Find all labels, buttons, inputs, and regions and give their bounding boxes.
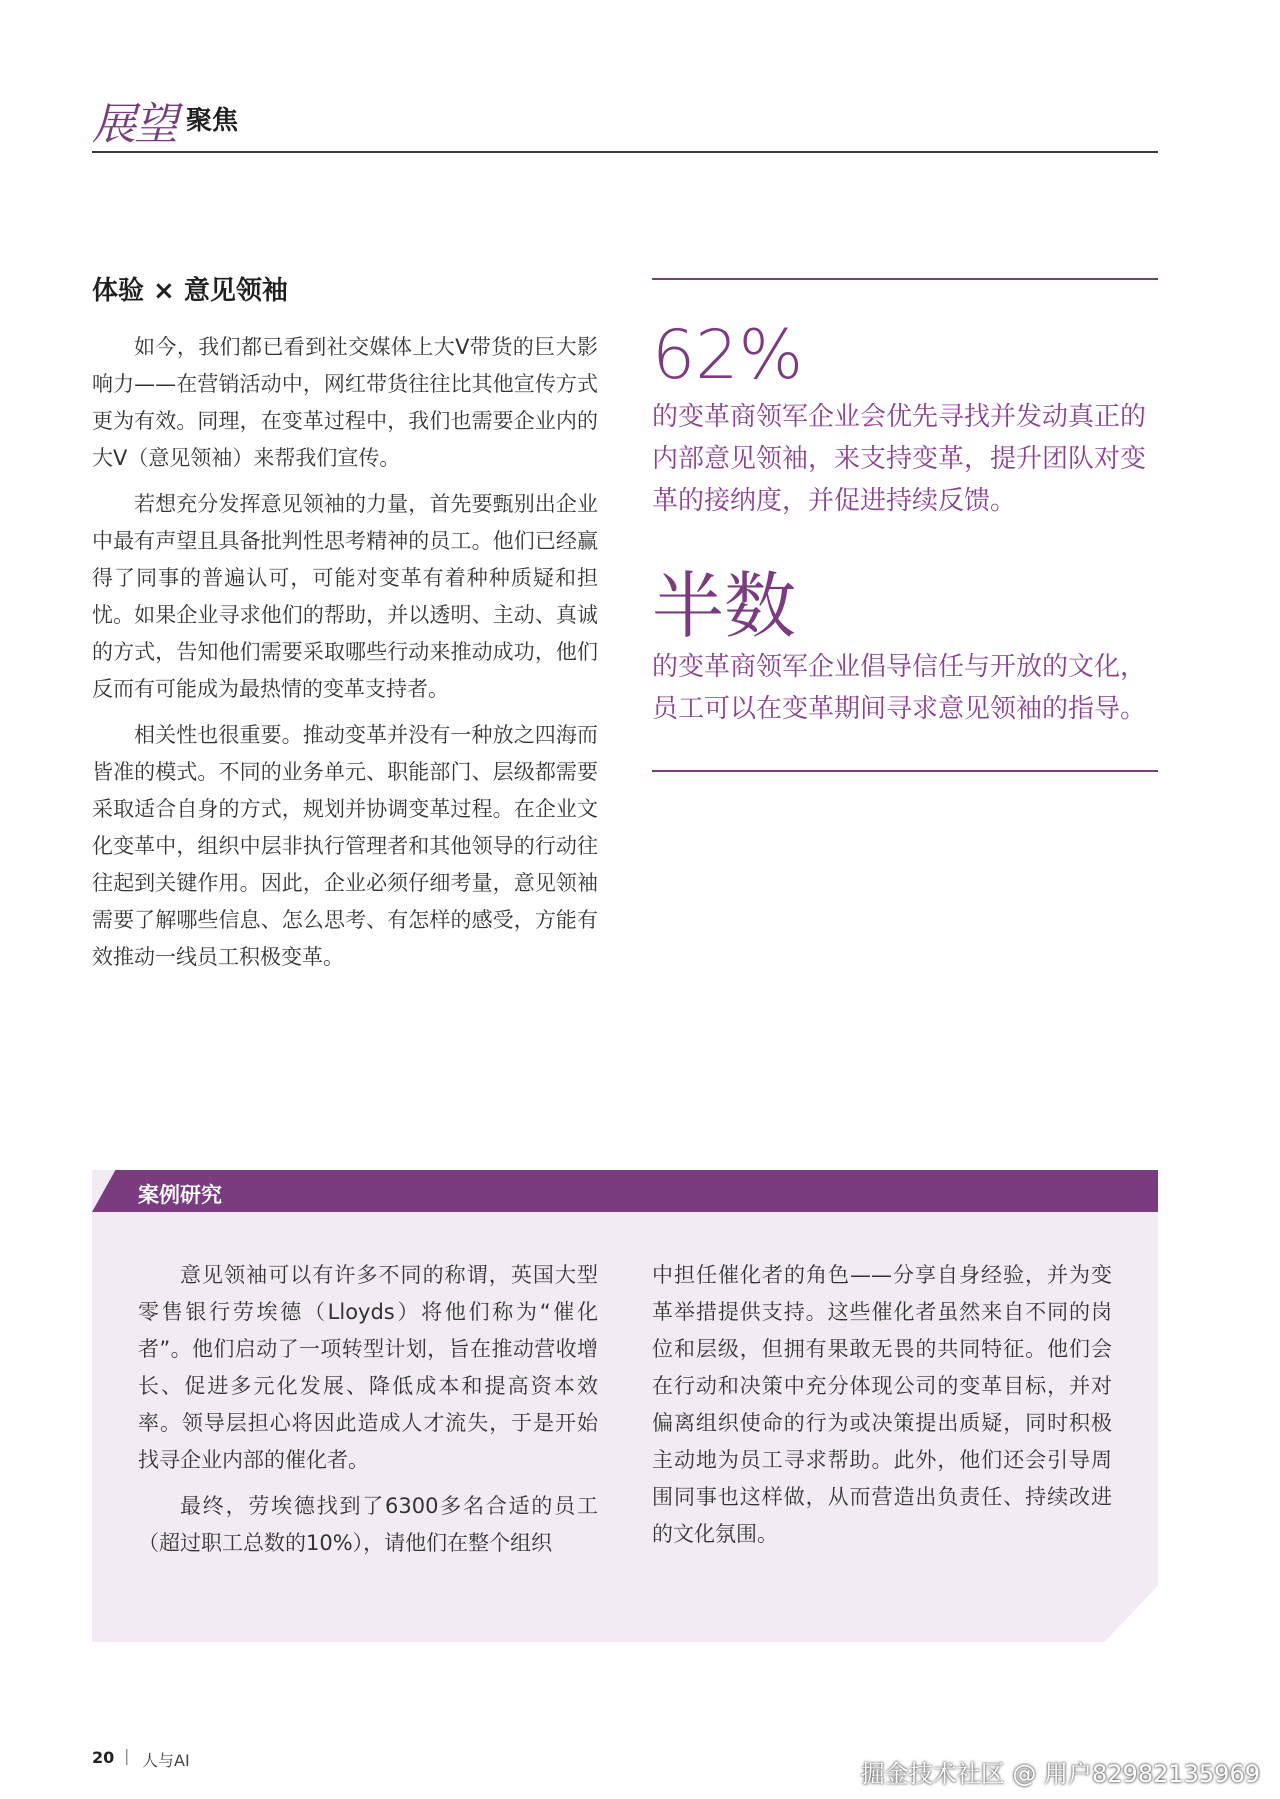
publication-name: 人与AI xyxy=(142,1751,190,1770)
stats-top-divider xyxy=(652,278,1158,280)
publication-logo: 展望 xyxy=(92,99,176,150)
stat-value-half: 半数 xyxy=(652,564,797,648)
article-paragraph: 若想充分发挥意见领袖的力量，首先要甄别出企业中最有声望且具备批判性思考精神的员工。他们已经赢得了同事的普遍认可，可能对变革有着种种质疑和担忧。如果企业寻求他们的帮助，并以透明、主动、真诚的方式，告知他们需要采取哪些行动来推动成功，他们反而有可能成为最热情的变革支持者。 xyxy=(92,492,598,701)
article-paragraph: 如今，我们都已看到社交媒体上大V带货的巨大影响力——在营销活动中，网红带货往往比其他宣传方式更为有效。同理，在变革过程中，我们也需要企业内的大V（意见领袖）来帮我们宣传。 xyxy=(92,335,598,470)
article-column xyxy=(92,270,598,985)
article-paragraph: 相关性也很重要。推动变革并没有一种放之四海而皆准的模式。不同的业务单元、职能部门、层级都需要采取适合自身的方式，规划并协调变革过程。在企业文化变革中，组织中层非执行管理者和其他领导的行动往往起到关键作用。因此，企业必须仔细考量，意见领袖需要了解哪些信息、怎么思考、有怎样的感受，方能有效推动一线员工积极变革。 xyxy=(92,723,598,969)
page-number: 20 xyxy=(92,1748,115,1767)
stat-description: 的变革商领军企业倡导信任与开放的文化，员工可以在变革期间寻求意见领袖的指导。 xyxy=(652,652,1147,724)
case-study-left-column xyxy=(138,1257,598,1571)
case-paragraph: 中担任催化者的角色——分享自身经验，并为变革举措提供支持。这些催化者虽然来自不同的岗位和层级，但拥有果敢无畏的共同特征。他们会在行动和决策中充分体现公司的变革目标，并对偏离组织使命的行为或决策提出质疑，同时积极主动地为员工寻求帮助。此外，他们还会引导周围同事也这样做，从而营造出负责任、持续改进的文化氛围。 xyxy=(652,1263,1112,1546)
stats-callout xyxy=(652,278,1158,772)
stats-bottom-divider xyxy=(652,770,1158,772)
stat-value-percent: 62% xyxy=(652,316,804,395)
case-study-label: 案例研究 xyxy=(138,1183,222,1207)
article-title: 体验 × 意见领袖 xyxy=(92,276,288,306)
watermark: 掘金技术社区 @ 用户82982135969 xyxy=(860,1760,1260,1788)
stat-description: 的变革商领军企业会优先寻找并发动真正的内部意见领袖，来支持变革，提升团队对变革的接纳度，并促进持续反馈。 xyxy=(652,402,1147,516)
case-paragraph: 意见领袖可以有许多不同的称谓，英国大型零售银行劳埃德（Lloyds）将他们称为“催化者”。他们启动了一项转型计划，旨在推动营收增长、促进多元化发展、降低成本和提高资本效率。领导层担心将因此造成人才流失，于是开始找寻企业内部的催化者。 xyxy=(138,1263,598,1472)
case-study-header-bar xyxy=(92,1170,1158,1212)
case-paragraph: 最终，劳埃德找到了6300多名合适的员工（超过职工总数的10%），请他们在整个组织 xyxy=(138,1494,598,1555)
header-divider xyxy=(92,151,1158,153)
section-heading: 聚焦 xyxy=(186,106,239,136)
case-study-right-column xyxy=(652,1257,1112,1562)
footer-separator: | xyxy=(124,1746,130,1765)
